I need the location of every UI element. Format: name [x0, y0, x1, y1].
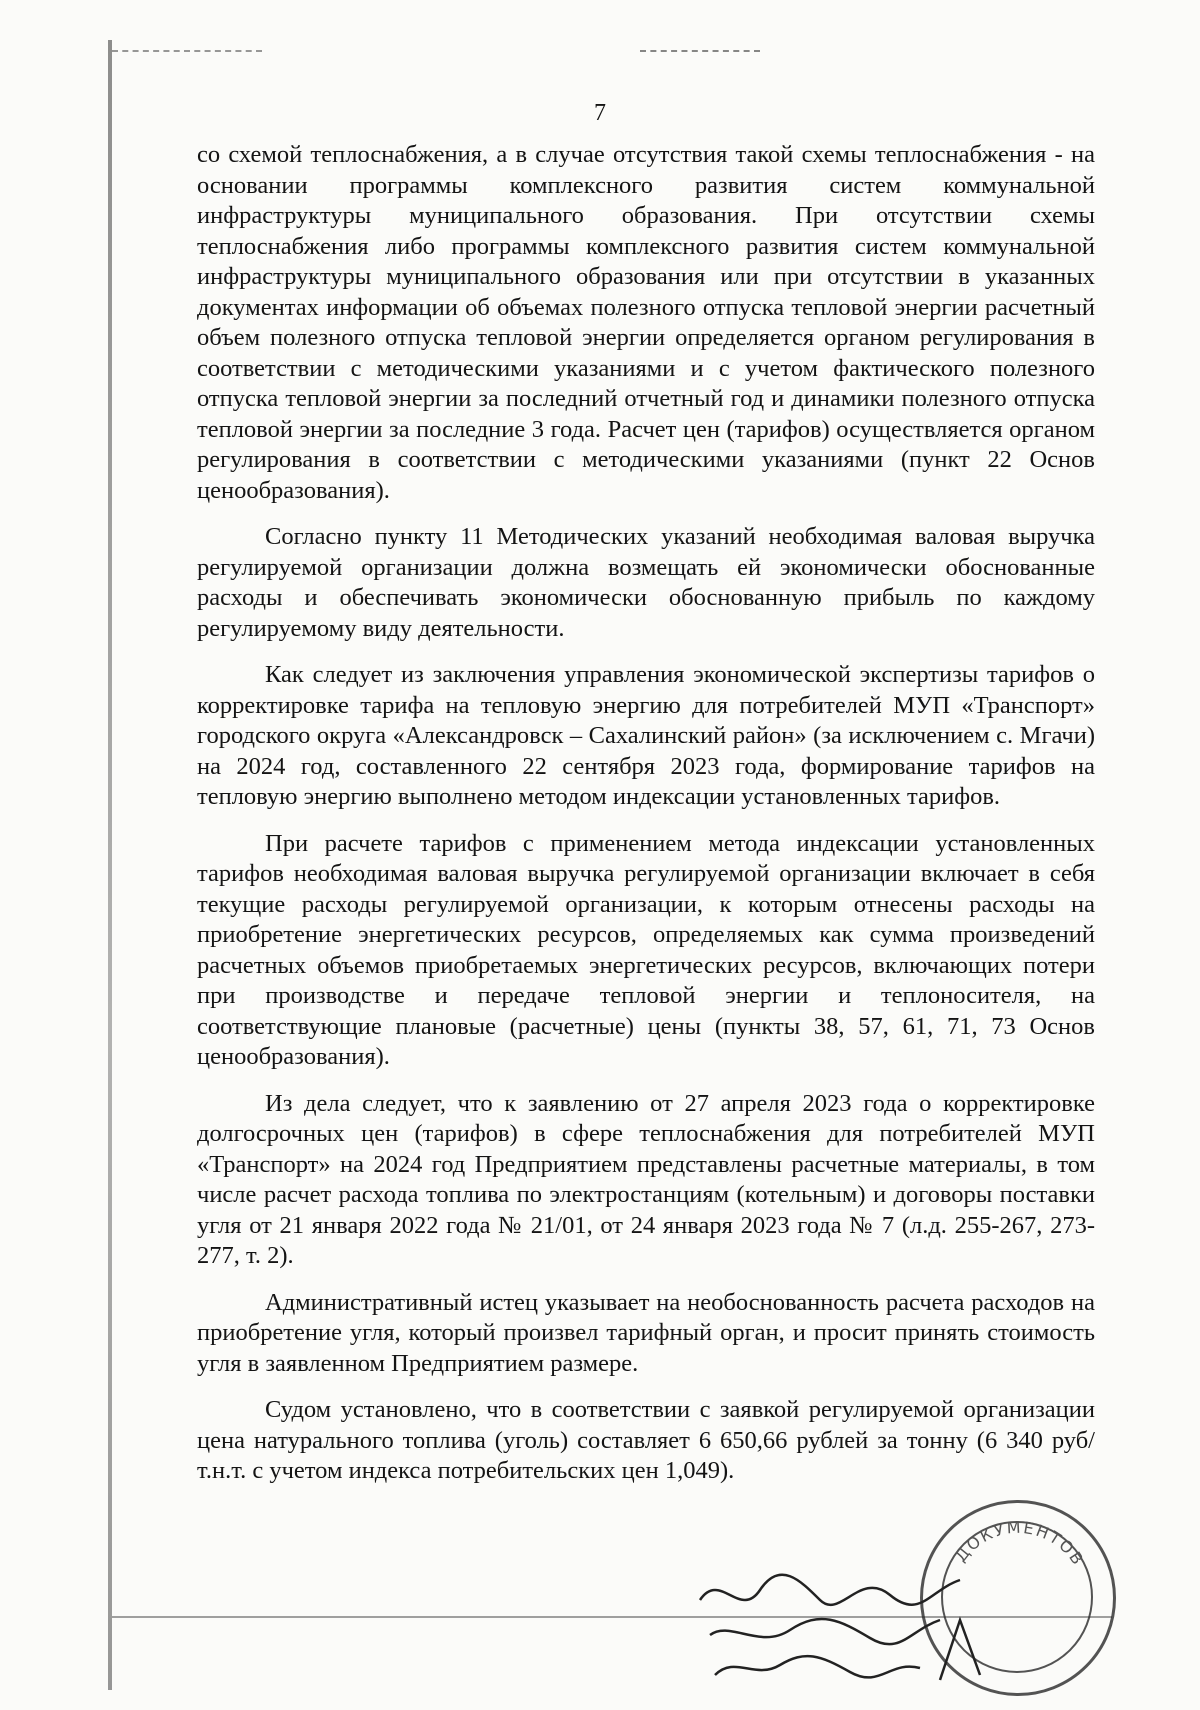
- paragraph-6: Административный истец указывает на необоснованность расчета расходов на приобретение угля, который произвел тарифный орган, и просит принять стоимость угля в заявленном Предприятием размере.: [197, 1288, 1095, 1377]
- document-body: [197, 140, 1095, 1503]
- scan-mark-top-left: [112, 50, 262, 52]
- paragraph-3: Как следует из заключения управления экономической экспертизы тарифов о корректировке тарифа на тепловую энергию для потребителей МУП «Транспорт» городского округа «Александровск – Сахалинский район» (за исключением с. Мгачи) на 2024 год, составленного 22 сентября 2023 года, формирование тарифов на тепловую энергию выполнено методом индексации установленных тарифов.: [197, 661, 1095, 810]
- scan-mark-top-center: [640, 50, 760, 52]
- paragraph-7: Судом установлено, что в соответствии с заявкой регулируемой организации цена натурального топлива (уголь) составляет 6 650,66 рублей за тонну (6 340 руб/т.н.т. с учетом индекса потребительских цен 1,049).: [197, 1396, 1095, 1484]
- paragraph-1: со схемой теплоснабжения, а в случае отсутствия такой схемы теплоснабжения - на основании программы комплексного развития систем коммунальной инфраструктуры муниципального образования. При отсутствии схемы теплоснабжения либо программы комплексного развития систем коммунальной инфраструктуры муниципального образования или при отсутствии в указанных документах информации об объемах полезного отпуска тепловой энергии расчетный объем полезного отпуска тепловой энергии определяется органом регулирования в соответствии с методическими указаниями и с учетом фактического полезного отпуска тепловой энергии за последний отчетный год и динамики полезного отпуска тепловой энергии за последние 3 года. Расчет цен (тарифов) осуществляется органом регулирования в соответствии с методическими указаниями (пункт 22 Основ ценообразования).: [197, 141, 1095, 504]
- handwritten-signature-icon: [690, 1560, 1010, 1690]
- paragraph-2: Согласно пункту 11 Методических указаний необходимая валовая выручка регулируемой организации должна возмещать ей экономически обоснованные расходы и обеспечивать экономически обоснованную прибыль по каждому регулируемому виду деятельности.: [197, 523, 1095, 642]
- seal-text: ДОКУМЕНТОВ: [951, 1517, 1089, 1570]
- paragraph-4: При расчете тарифов с применением метода индексации установленных тарифов необходимая валовая выручка регулируемой организации включает в себя текущие расходы регулируемой организации, к которым отнесены расходы на приобретение энергетических ресурсов, определяемых как сумма произведений расчетных объемов приобретаемых энергетических ресурсов, включающих потери при производстве и передаче тепловой энергии и теплоносителя, на соответствующие плановые (расчетные) цены (пункты 38, 57, 61, 71, 73 Основ ценообразования).: [197, 829, 1095, 1070]
- scan-edge-left: [108, 40, 112, 1690]
- paragraph-5: Из дела следует, что к заявлению от 27 апреля 2023 года о корректировке долгосрочных цен (тарифов) в сфере теплоснабжения для потребителей МУП «Транспорт» на 2024 год Предприятием представлены расчетные материалы, в том числе расчет расхода топлива по электростанциям (котельным) и договоры поставки угля от 21 января 2022 года № 21/01, от 24 января 2023 года № 7 (л.д. 255-267, 273-277, т. 2).: [197, 1089, 1095, 1269]
- page-number: 7: [594, 100, 606, 126]
